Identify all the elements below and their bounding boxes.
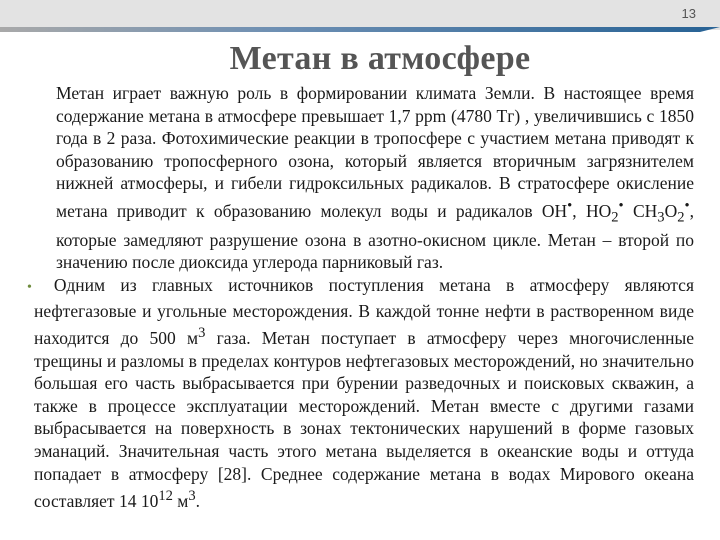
- paragraph-methane-sources: • Одним из главных источников поступления метана в атмосферу являются нефтегазовые и угольные месторождения. В каждой тонне нефти в растворенном виде находится до 500 $м^3$ газа. Метан поступает в атмосферу через многочисленные трещины и разломы в пределах контуров нефтегазовых месторождений, но значительно большая его часть выбрасывается при бурении разведочных и поисковых скважин, а также в процессе эксплуатации месторождений. Метан вместе с другими газами выбрасывается на поверхность в зонах тектонических нарушений в форме газовых эманаций. Значительная часть этого метана выделяется в океанские воды и оттуда попадает в атмосферу [28]. Среднее содержание метана в водах Мирового океана составляет 14 $10^{12}$ $м^3$.: [27, 275, 694, 512]
- slide-body: [27, 82, 694, 513]
- slide-number: 13: [681, 6, 696, 21]
- header-accent-stripe: [0, 27, 700, 32]
- slide-title: Метан в атмосфере: [229, 40, 531, 77]
- bullet-icon: •: [27, 280, 32, 296]
- paragraph-methane-climate: Метан играет важную роль в формировании климата Земли. В настоящее время содержание метана в атмосфере превышает 1,7 ppm (4780 Тг) , увеличившись с 1850 года в 2 раза. Фотохимические реакции в тропосфере с участием метана приводят к образованию тропосферного озона, который является вторичным загрязнителем нижней атмосферы, и гибели гидроксильных радикалов. В стратосфере окисление метана приводит к образованию молекул воды и радикалов ОН•, $НО_2^•$ $СН_3О_2^•$, которые замедляют разрушение озона в азотно-окисном цикле. Метан – второй по значению после диоксида углерода парниковый газ.: [56, 83, 694, 273]
- header-bar: [0, 0, 720, 30]
